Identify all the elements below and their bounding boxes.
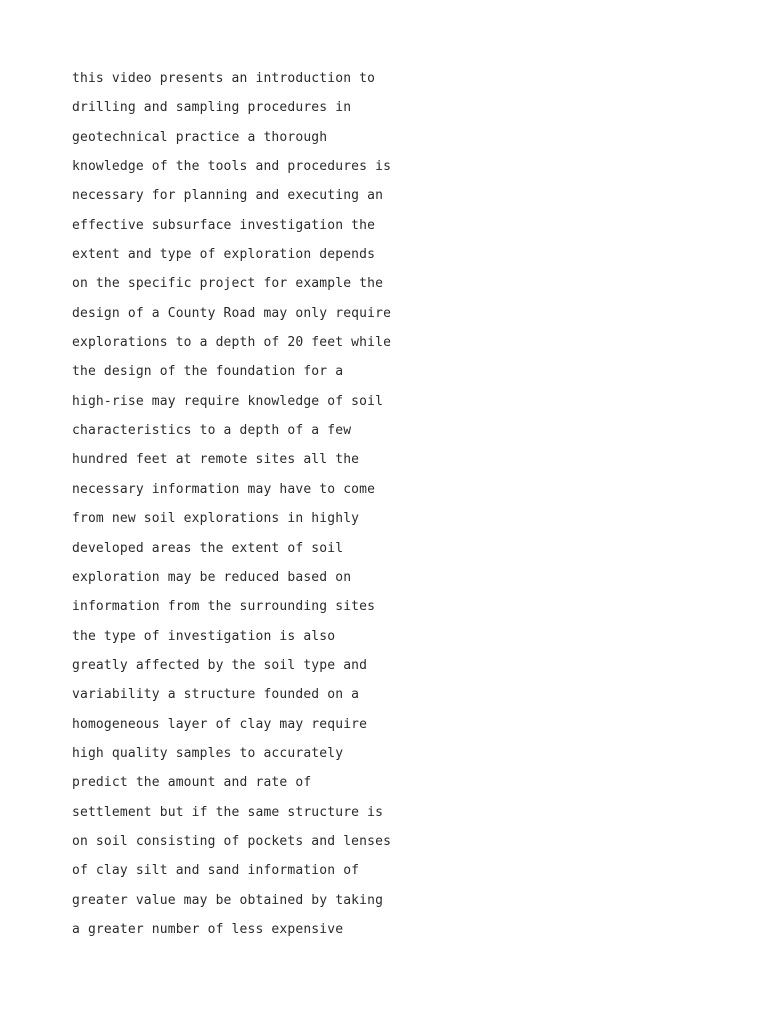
text-line: greater value may be obtained by taking xyxy=(72,892,384,908)
text-line: on soil consisting of pockets and lenses xyxy=(72,833,392,849)
text-line: greatly affected by the soil type and xyxy=(72,657,368,673)
text-line: settlement but if the same structure is xyxy=(72,804,384,820)
text-line: the type of investigation is also xyxy=(72,628,336,644)
text-line: extent and type of exploration depends xyxy=(72,247,376,263)
text-line: developed areas the extent of soil xyxy=(72,540,344,556)
text-line: from new soil explorations in highly xyxy=(72,511,360,527)
text-line: necessary information may have to come xyxy=(72,481,376,497)
transcript-text xyxy=(72,64,672,944)
text-line: hundred feet at remote sites all the xyxy=(72,452,360,468)
text-line: homogeneous layer of clay may require xyxy=(72,716,368,732)
text-line: of clay silt and sand information of xyxy=(72,863,360,879)
text-line: variability a structure founded on a xyxy=(72,687,360,703)
text-line: the design of the foundation for a xyxy=(72,364,344,380)
text-line: geotechnical practice a thorough xyxy=(72,129,328,145)
text-line: high-rise may require knowledge of soil xyxy=(72,393,384,409)
text-line: high quality samples to accurately xyxy=(72,745,344,761)
text-line: necessary for planning and executing an xyxy=(72,188,384,204)
text-line: knowledge of the tools and procedures is xyxy=(72,159,392,175)
text-line: a greater number of less expensive xyxy=(72,921,344,937)
text-line: design of a County Road may only require xyxy=(72,305,392,321)
text-line: this video presents an introduction to xyxy=(72,71,376,86)
text-line: on the specific project for example the xyxy=(72,276,384,292)
text-line: explorations to a depth of 20 feet while xyxy=(72,335,392,351)
text-line: drilling and sampling procedures in xyxy=(72,100,352,116)
text-line: characteristics to a depth of a few xyxy=(72,423,352,439)
text-line: effective subsurface investigation the xyxy=(72,217,376,233)
text-line: information from the surrounding sites xyxy=(72,599,376,615)
text-line: predict the amount and rate of xyxy=(72,775,312,791)
text-line: exploration may be reduced based on xyxy=(72,569,352,585)
